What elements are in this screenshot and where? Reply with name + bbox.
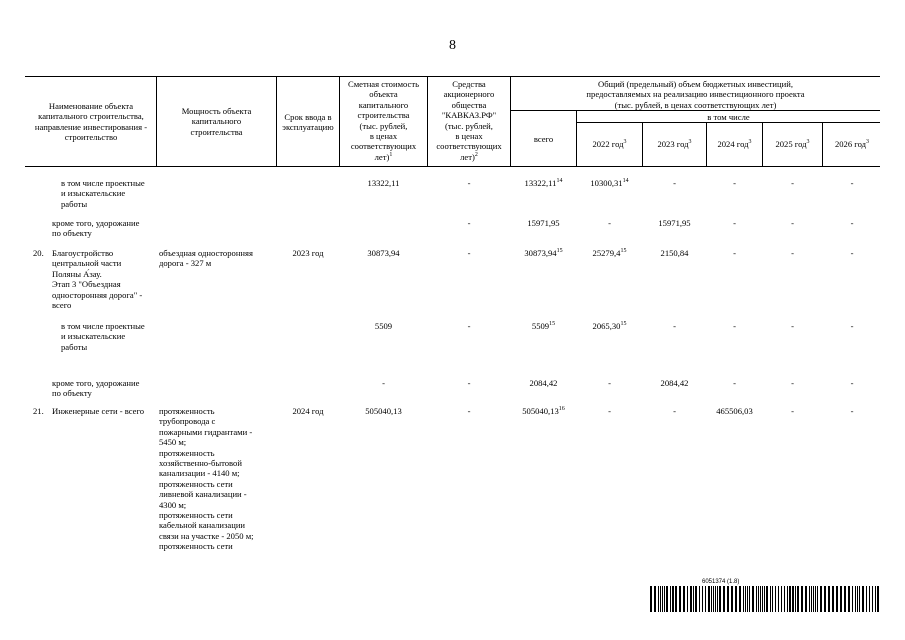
row-2024: 465506,03 [716,406,753,416]
row-name: в том числе проектные и изыскательские работы [61,321,145,352]
row-2023: 2150,84 [660,248,689,258]
year-label: 2024 год [717,139,749,149]
row-2022: - [608,378,611,388]
header-company [429,79,509,162]
row-term: 2024 год [292,406,324,416]
value: 25279,4 [592,248,621,258]
page-number: 8 [449,38,456,53]
header-including: в том числе [707,112,750,122]
note: 15 [620,321,627,328]
row-2023: 2084,42 [660,378,689,388]
row-2023: 15971,95 [658,218,691,228]
note: 16 [558,406,565,413]
row-name: Благоустройство центральной части Поляны А́зау. Этап 3 "Объездная односторонняя дорога" - всего [52,248,143,311]
row-name: кроме того, удорожание по объекту [52,218,140,239]
row-2022 [578,248,641,258]
value: 30873,94 [524,248,557,258]
row-number: 20. [33,248,44,258]
row-capacity: объездная односторонняя дорога - 327 м [159,248,253,269]
header-term: Срок ввода в эксплуатацию [282,112,334,133]
row-2025: - [791,321,794,331]
value: 505040,13 [522,406,559,416]
row-total [512,406,575,416]
row-2026: - [850,378,854,388]
header-total-volume: Общий (предельный) объем бюджетных инвестиций, предоставляемых на реализацию инвестиционного проекта (тыс. рублей, в ценах соответствующих лет) [586,79,805,110]
row-company: - [467,406,471,416]
header-company-note: 2 [474,151,478,158]
row-2023: - [673,321,676,331]
row-total: 15971,95 [527,218,560,228]
year-label: 2026 год [834,139,867,149]
row-2026: - [850,218,854,228]
row-estimate: 505040,13 [365,406,402,416]
row-2025: - [791,248,794,258]
value: 5509 [531,321,550,331]
row-2023: - [673,406,676,416]
row-company: - [467,218,471,228]
year-label: 2023 год [657,139,689,149]
header-year-2023 [644,139,705,149]
value: 2065,30 [592,321,621,331]
row-estimate: 30873,94 [367,248,400,258]
header-total: всего [533,134,554,144]
year-note: 3 [806,139,810,146]
header-estimate-text: Сметная стоимость объекта капитального строительства (тыс. рублей, в ценах соответствующих лет) [347,79,420,162]
row-number: 21. [33,406,44,416]
value: 10300,31 [590,178,623,188]
barcode-graphic [650,586,880,612]
header-year-2025 [764,139,821,149]
header-year-2026 [824,139,880,149]
row-2022 [578,321,641,331]
row-2022: - [608,406,611,416]
row-company: - [467,321,471,331]
row-2022: - [608,218,611,228]
row-company: - [467,178,471,188]
header-estimate-note: 1 [389,151,393,158]
year-label: 2025 год [775,139,807,149]
row-estimate: 13322,11 [367,178,400,188]
row-2023: - [673,178,676,188]
row-2026: - [850,178,854,188]
row-2025: - [791,406,794,416]
header-company-text: Средства акционерного общества "КАВКАЗ.РФ" (тыс. рублей, в ценах соответствующих лет) [436,79,502,162]
barcode-label: 6051374 (1.8) [702,579,740,585]
row-2022 [578,178,641,188]
header-year-2022 [578,139,641,149]
row-2024: - [733,248,736,258]
row-2024: - [733,178,736,188]
row-name: в том числе проектные и изыскательские работы [61,178,145,209]
row-2026: - [850,406,854,416]
row-name: Инженерные сети - всего [52,406,145,416]
row-company: - [467,248,471,258]
value: 13322,11 [524,178,557,188]
row-estimate: - [382,378,385,388]
row-2024: - [733,218,736,228]
row-2026: - [850,321,854,331]
row-2024: - [733,321,736,331]
row-total [512,248,575,258]
year-label: 2022 год [592,139,624,149]
row-2025: - [791,218,794,228]
year-note: 3 [623,139,627,146]
row-total [512,178,575,188]
note: 15 [556,248,563,255]
header-name: Наименование объекта капитального строительства, направление инвестирования - строительство [34,101,148,143]
note: 15 [549,321,556,328]
year-note: 3 [748,139,752,146]
row-2026: - [850,248,854,258]
row-capacity: протяженность трубопровода с пожарными гидрантами - 5450 м; протяженность хозяйственно-бытовой канализации - 4140 м; протяженность сети ливневой канализации - 4300 м; протяженность сети кабельной канализации связи на участке - 2050 м; протяженность сети [159,406,254,552]
header-capacity: Мощность объекта капитального строительства [181,106,252,137]
row-estimate: 5509 [374,321,393,331]
header-estimate [341,79,426,162]
row-term: 2023 год [292,248,324,258]
row-2025: - [791,378,794,388]
row-2024: - [733,378,736,388]
note: 15 [620,248,627,255]
row-company: - [467,378,471,388]
row-name: кроме того, удорожание по объекту [52,378,140,399]
note: 14 [622,178,629,185]
row-total [512,321,575,331]
header-year-2024 [708,139,761,149]
year-note: 3 [688,139,692,146]
year-note: 3 [866,139,870,146]
note: 14 [556,178,563,185]
row-total: 2084,42 [529,378,558,388]
row-2025: - [791,178,794,188]
